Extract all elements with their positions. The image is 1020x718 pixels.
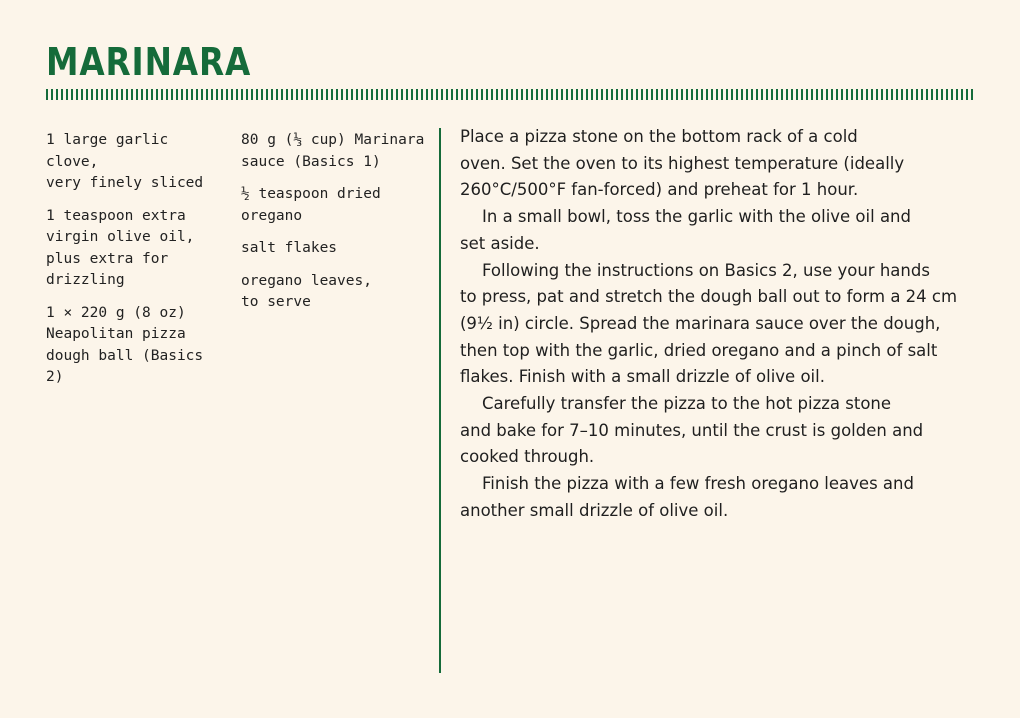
ingredient-item: 1 × 220 g (8 oz) Neapolitan pizza dough ball (Basics 2) xyxy=(46,304,204,385)
ingredients-column-2 xyxy=(241,130,426,325)
method-paragraph: Carefully transfer the pizza to the hot pizza stone and bake for 7–10 minutes, until the crust is golden and cooked through. xyxy=(460,394,924,467)
ingredient-item: 1 teaspoon extra virgin olive oil, plus extra for drizzling xyxy=(46,207,195,288)
recipe-title: MARINARA xyxy=(46,40,252,84)
ingredients-column-1 xyxy=(46,130,226,400)
method-section xyxy=(460,124,980,525)
column-divider xyxy=(439,128,441,673)
ingredient-item: salt flakes xyxy=(241,240,338,256)
method-paragraph: In a small bowl, toss the garlic with the olive oil and set aside. xyxy=(460,207,911,253)
title-underline-rule xyxy=(46,89,976,100)
method-paragraph: Following the instructions on Basics 2, use your hands to press, pat and stretch the dough ball out to form a 24 cm (9½ in) circle. Spread the marinara sauce over the dough, then top with the garlic, dried oregano and a pinch of salt flakes. Finish with a small drizzle of olive oil. xyxy=(460,260,958,387)
ingredient-item: 80 g (⅓ cup) Marinara sauce (Basics 1) xyxy=(241,132,425,170)
ingredient-item: 1 large garlic clove, very finely sliced xyxy=(46,132,204,191)
ingredient-item: ½ teaspoon dried oregano xyxy=(241,186,381,224)
ingredient-item: oregano leaves, to serve xyxy=(241,272,372,310)
method-paragraph: Place a pizza stone on the bottom rack of a cold oven. Set the oven to its highest temperature (ideally 260°C/500°F fan-forced) and preheat for 1 hour. xyxy=(460,127,905,200)
method-paragraph: Finish the pizza with a few fresh oregano leaves and another small drizzle of olive oil. xyxy=(460,474,914,520)
